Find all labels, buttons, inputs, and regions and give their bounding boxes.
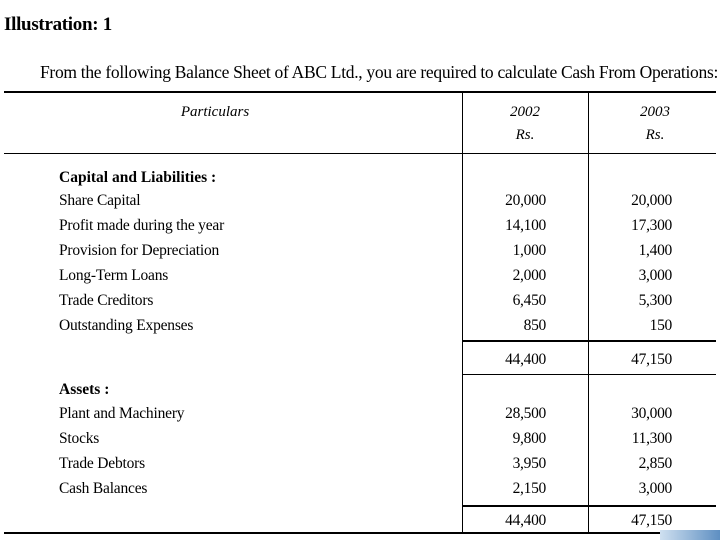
liabilities-total-2002: 44,400: [505, 351, 546, 368]
liabilities-total-rule-2003: [589, 340, 716, 342]
table-cell-2002: 850: [523, 317, 546, 334]
liabilities-total-rule-2002: [463, 340, 588, 342]
liabilities-total-underline-2003: [589, 374, 716, 375]
column-divider-2: [588, 92, 589, 533]
table-cell-2003: 3,000: [638, 480, 672, 497]
table-cell-2002: 2,000: [512, 267, 546, 284]
table-cell-2002: 1,000: [512, 242, 546, 259]
question-text: From the following Balance Sheet of ABC Ltd., you are required to calculate Cash From Operations:: [40, 62, 719, 82]
year-2003-header: 2003: [640, 104, 670, 120]
table-cell-2003: 2,850: [638, 455, 672, 472]
table-cell-2003: 17,300: [631, 217, 672, 234]
table-bottom-rule: [4, 532, 716, 534]
assets-total-rule-2003: [589, 505, 716, 507]
liabilities-total-2003: 47,150: [631, 351, 672, 368]
table-row-label: Share Capital: [59, 192, 141, 209]
table-row-label: Stocks: [59, 430, 100, 447]
table-row-label: Trade Debtors: [59, 455, 145, 472]
table-cell-2002: 9,800: [512, 430, 546, 447]
table-cell-2003: 1,400: [638, 242, 672, 259]
slide-corner-decoration: [660, 530, 720, 540]
illustration-heading: Illustration: 1: [4, 14, 112, 35]
table-row-label: Cash Balances: [59, 480, 148, 497]
table-row-label: Plant and Machinery: [59, 405, 185, 422]
table-cell-2002: 20,000: [505, 192, 546, 209]
table-row-label: Outstanding Expenses: [59, 317, 194, 334]
table-top-rule: [4, 91, 716, 93]
column-divider-1: [462, 92, 463, 533]
table-row-label: Provision for Depreciation: [59, 242, 220, 259]
table-cell-2003: 3,000: [638, 267, 672, 284]
table-cell-2003: 150: [649, 317, 672, 334]
assets-total-2002: 44,400: [505, 512, 546, 529]
table-cell-2002: 28,500: [505, 405, 546, 422]
year-2002-header: 2002: [510, 104, 540, 120]
assets-total-rule-2002: [463, 505, 588, 507]
table-row-label: Trade Creditors: [59, 292, 154, 309]
assets-total-2003: 47,150: [631, 512, 672, 529]
table-cell-2002: 6,450: [512, 292, 546, 309]
table-cell-2002: 14,100: [505, 217, 546, 234]
table-cell-2003: 20,000: [631, 192, 672, 209]
liabilities-total-underline-2002: [463, 374, 588, 375]
particulars-header: Particulars: [180, 104, 250, 120]
header-bottom-rule: [4, 153, 716, 154]
table-row-label: Profit made during the year: [59, 217, 225, 234]
table-cell-2002: 3,950: [512, 455, 546, 472]
table-cell-2002: 2,150: [512, 480, 546, 497]
table-cell-2003: 5,300: [638, 292, 672, 309]
year-2003-unit: Rs.: [645, 127, 665, 143]
table-cell-2003: 30,000: [631, 405, 672, 422]
year-2002-unit: Rs.: [515, 127, 535, 143]
table-cell-2003: 11,300: [631, 430, 672, 447]
liabilities-title: Capital and Liabilities :: [59, 169, 217, 186]
assets-title: Assets :: [59, 381, 110, 398]
table-row-label: Long-Term Loans: [59, 267, 169, 284]
